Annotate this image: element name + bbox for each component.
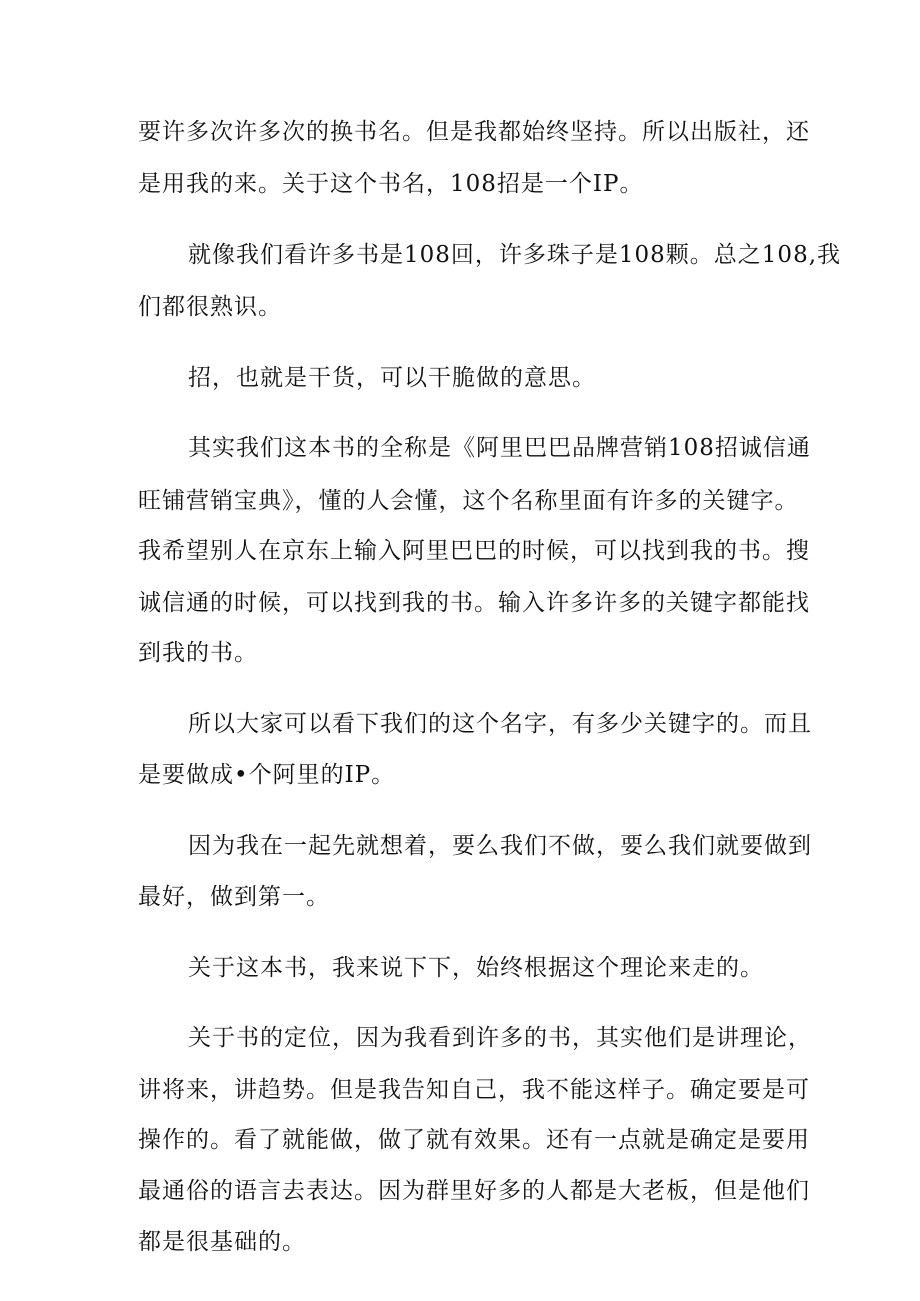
text-line: 是要做成•个阿里的IP。 bbox=[138, 762, 396, 788]
text-line: 是用我的来。关于这个书名，108招是一个IP。 bbox=[138, 171, 644, 197]
text-line: 就像我们看许多书是108回，许多珠子是108颗。总之108,我 bbox=[188, 242, 842, 268]
text-line: 到我的书。 bbox=[138, 640, 258, 666]
text-line: 招，也就是干货，可以干脆做的意思。 bbox=[188, 365, 596, 391]
text-line: 最通俗的语言去表达。因为群里好多的人都是大老板，但是他们 bbox=[138, 1178, 810, 1204]
text-line: 所以大家可以看下我们的这个名字，有多少关键字的。而且 bbox=[188, 711, 812, 737]
text-line: 都是很基础的。 bbox=[138, 1229, 306, 1255]
text-line: 我希望别人在京东上输入阿里巴巴的时候，可以找到我的书。搜 bbox=[138, 538, 810, 564]
text-line: 因为我在一起先就想着，要么我们不做，要么我们就要做到 bbox=[188, 833, 812, 859]
text-line: 旺铺营销宝典》，懂的人会懂，这个名称里面有许多的关键字。 bbox=[138, 488, 799, 514]
text-line: 关于书的定位，因为我看到许多的书，其实他们是讲理论， bbox=[188, 1025, 812, 1051]
text-line: 最好，做到第一。 bbox=[138, 884, 330, 910]
text-line: 们都很熟识。 bbox=[138, 294, 282, 320]
text-line: 关于这本书，我来说下下，始终根据这个理论来走的。 bbox=[188, 955, 764, 981]
text-line: 讲将来，讲趋势。但是我告知自己，我不能这样子。确定要是可 bbox=[138, 1077, 810, 1103]
text-line: 其实我们这本书的全称是《阿里巴巴品牌营销108招诚信通 bbox=[188, 435, 811, 461]
text-line: 诚信通的时候，可以找到我的书。输入许多许多的关键字都能找 bbox=[138, 590, 810, 616]
text-line: 操作的。看了就能做，做了就有效果。还有一点就是确定是要用 bbox=[138, 1127, 810, 1153]
text-line: 要许多次许多次的换书名。但是我都始终坚持。所以出版社，还 bbox=[138, 119, 810, 145]
